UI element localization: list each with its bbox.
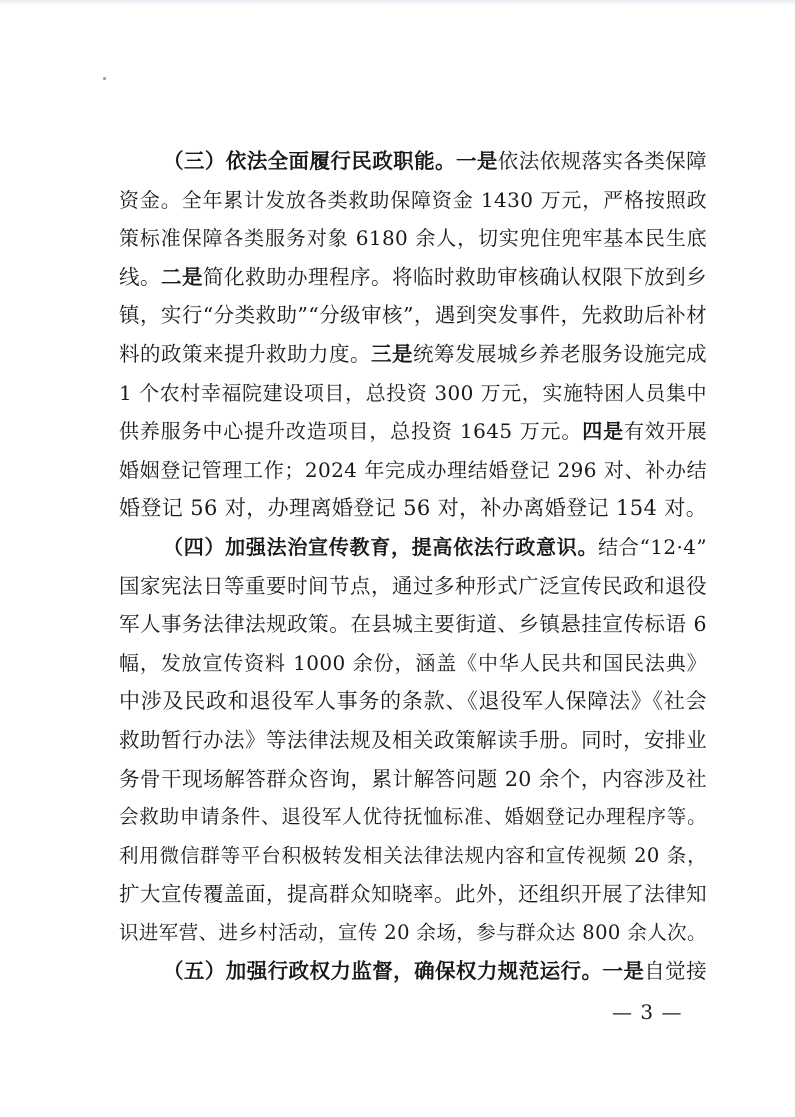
document-body [119,142,707,991]
paragraph-line [119,952,707,991]
point-marker: 一是 [602,959,645,984]
paragraph-line: 镇，实行“分类救助”“分级审核”，遇到突发事件，先救助后补材 [119,303,707,328]
point-marker: 一是 [455,149,498,173]
paragraph-line [119,528,707,567]
paragraph-line: 幅，发放宣传资料 1000 余份，涵盖《中华人民共和国民法典》 [119,650,707,675]
paragraph-line [119,258,707,297]
section-heading: （四）加强法治宣传教育，提高依法行政意识。 [163,534,599,559]
section-heading: （三）依法全面履行民政职能。 [163,149,456,173]
paragraph-line: 军人事务法律法规政策。在县城主要街道、乡镇悬挂宣传标语 6 [119,612,707,637]
paragraph-line: 识进军营、进乡村活动，宣传 20 余场，参与群众达 800 余人次。 [119,920,707,944]
point-marker: 三是 [371,341,414,366]
paragraph-line: 婚姻登记管理工作；2024 年完成办理结婚登记 296 对、补办结 [119,457,707,482]
paragraph-line: 救助暂行办法》等法律法规及相关政策解读手册。同时，安排业 [119,727,707,752]
scan-speck [103,77,106,80]
paragraph-line: 1 个农村幸福院建设项目，总投资 300 万元，实施特困人员集中 [119,380,707,405]
point-marker: 二是 [161,264,204,289]
text-run: 线。 [119,264,162,289]
paragraph-line [119,142,707,181]
paragraph-line: 中涉及民政和退役军人事务的条款、《退役军人保障法》《社会 [119,689,707,714]
paragraph-line [119,412,707,451]
text-run: 料的政策来提升救助力度。 [119,341,372,366]
paragraph-line: 会救助申请条件、退役军人优待抚恤标准、婚姻登记办理程序等。 [119,805,707,829]
text-run: 统筹发展城乡养老服务设施完成 [413,341,707,366]
paragraph-line: 国家宪法日等重要时间节点，通过多种形式广泛宣传民政和退役 [119,573,707,598]
text-run: 有效开展 [624,419,707,444]
point-marker: 四是 [582,419,625,444]
text-run: 结合“12·4” [598,534,707,559]
section-heading: （五）加强行政权力监督，确保权力规范运行。 [163,959,603,984]
text-run: 依法依规落实各类保障 [497,149,708,173]
text-run: 简化救助办理程序。将临时救助审核确认权限下放到乡 [203,264,707,289]
paragraph-line: 婚登记 56 对，办理离婚登记 56 对，补办离婚登记 154 对。 [119,496,708,521]
text-run: 供养服务中心提升改造项目，总投资 1645 万元。 [119,419,583,444]
page-number: — 3 — [612,1000,683,1024]
paragraph-line: 务骨干现场解答群众咨询，累计解答问题 20 余个，内容涉及社 [119,766,707,791]
paragraph-line: 利用微信群等平台积极转发相关法律法规内容和宣传视频 20 条， [119,843,707,867]
scan-edge [0,0,795,6]
paragraph-line: 资金。全年累计发放各类救助保障资金 1430 万元，严格按照政 [119,187,707,212]
text-run: 自觉接 [644,959,707,984]
paragraph-line [119,335,707,374]
paragraph-line: 扩大宣传覆盖面，提高群众知晓率。此外，还组织开展了法律知 [119,882,707,907]
paragraph-line: 策标准保障各类服务对象 6180 余人，切实兜住兜牢基本民生底 [119,226,707,251]
